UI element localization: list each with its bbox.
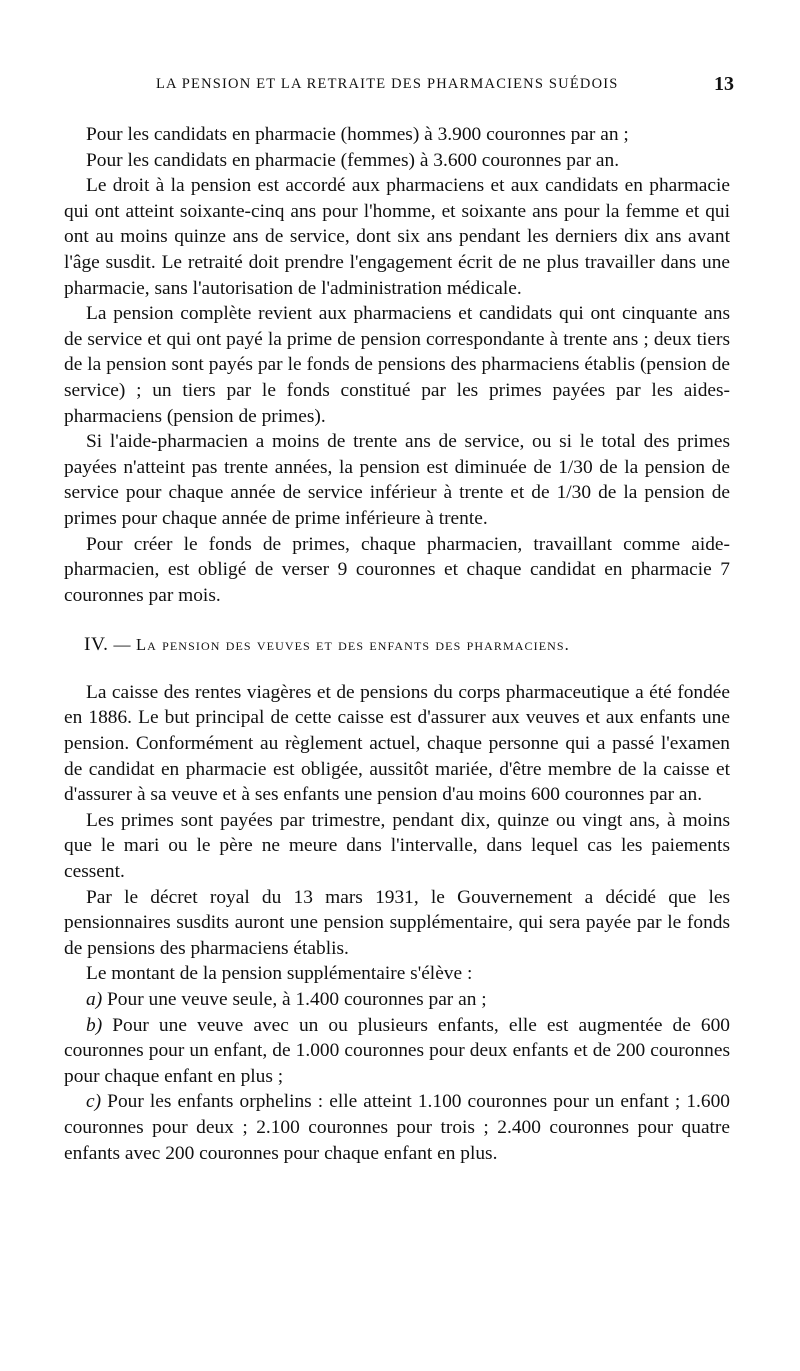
paragraph: Si l'aide-pharmacien a moins de trente ans de service, ou si le total des primes payées n'atteint pas trente années, la pension est diminuée de 1/30 de la pension de service pour chaque année de service inférieur à trente et de 1/30 de la pension de primes pour chaque année de prime inférieure à trente. (64, 431, 730, 529)
paragraph: Les primes sont payées par trimestre, pendant dix, quinze ou vingt ans, à moins que le mari ou le père ne meure dans l'intervalle, dans lequel cas les paiements cessent. (64, 809, 730, 883)
section-title: La pension des veuves et des enfants des pharmaciens. (135, 635, 570, 655)
list-text: Pour les enfants orphelins : elle atteint 1.100 couronnes pour un enfant ; 1.600 couronnes pour deux ; 2.100 couronnes pour trois ; 2.400 couronnes pour quatre enfants avec 200 couronnes pour chaque enfant en plus. (64, 1091, 730, 1164)
list-text: Pour une veuve seule, à 1.400 couronnes par an ; (107, 989, 487, 1010)
paragraph: Par le décret royal du 13 mars 1931, le Gouvernement a décidé que les pensionnaires susdits auront une pension supplémentaire, qui sera payée par le fonds de pensions des pharmaciens établis. (64, 886, 730, 959)
paragraph: Pour les candidats en pharmacie (hommes) à 3.900 couronnes par an ; (86, 124, 629, 145)
running-header (64, 66, 734, 102)
list-item (64, 1089, 730, 1166)
list-marker: a) (86, 989, 103, 1010)
paragraph: La pension complète revient aux pharmaciens et candidats qui ont cinquante ans de service et qui ont payé la prime de pension correspondante à trente ans ; deux tiers de la pension sont payés par le fonds de pensions des pharmaciens établis (pension de service) ; un tiers par le fonds constitué par les primes payées par les aides-pharmaciens (pension de primes). (64, 303, 730, 427)
body-text (64, 122, 730, 1166)
paragraph: Pour les candidats en pharmacie (femmes) à 3.600 couronnes par an. (86, 149, 620, 171)
page-number: 13 (714, 73, 734, 95)
paragraph: La caisse des rentes viagères et de pensions du corps pharmaceutique a été fondée en 1886. Le but principal de cette caisse est d'assurer aux veuves et aux enfants une pension. Conformément au règlement actuel, chaque personne qui a passé l'examen de candidat en pharmacie est obligée, aussitôt mariée, d'être membre de la caisse et d'assurer à sa veuve et à ses enfants une pension d'au moins 600 couronnes par an. (64, 681, 730, 806)
paragraph: Le montant de la pension supplémentaire s'élève : (86, 963, 473, 985)
document-page (64, 66, 734, 1166)
section-dash: — (113, 635, 132, 655)
list-item (64, 1013, 730, 1090)
section-numeral: IV. (84, 634, 109, 656)
list-marker: b) (86, 1014, 103, 1036)
section-heading (64, 632, 730, 658)
paragraph: Pour créer le fonds de primes, chaque pharmacien, travaillant comme aide-pharmacien, est obligé de verser 9 couronnes et chaque candidat en pharmacie 7 couronnes par mois. (64, 533, 730, 606)
list-text: Pour une veuve avec un ou plusieurs enfants, elle est augmentée de 600 couronnes pour un enfant, de 1.000 couronnes pour deux enfants et de 200 couronnes pour chaque enfant en plus ; (64, 1014, 730, 1087)
running-title: LA PENSION ET LA RETRAITE DES PHARMACIENS SUÉDOIS (156, 76, 619, 92)
paragraph: Le droit à la pension est accordé aux pharmaciens et aux candidats en pharmacie qui ont atteint soixante-cinq ans pour l'homme, et soixante ans pour la femme et qui ont au moins quinze ans de service, dont six ans pendant les derniers dix ans avant l'âge susdit. Le retraité doit prendre l'engagement écrit de ne plus travailler dans une pharmacie, sans l'autorisation de l'administration médicale. (64, 175, 730, 299)
list-item (64, 987, 730, 1013)
list-marker: c) (86, 1091, 102, 1113)
